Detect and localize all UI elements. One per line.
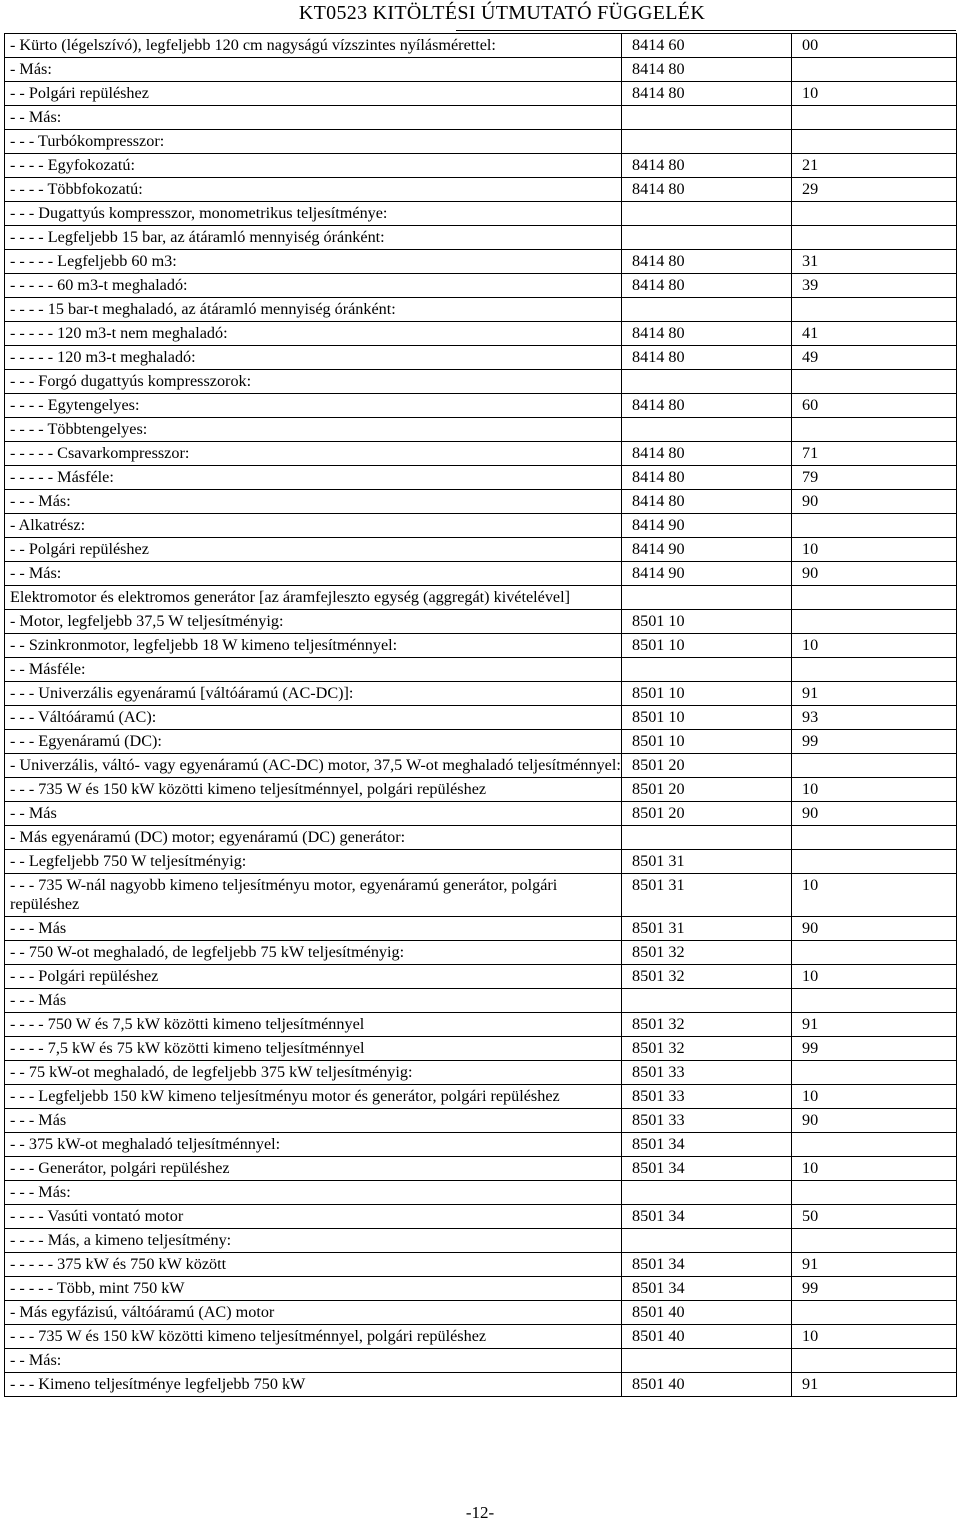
subcode-cell: 99 [792,1277,957,1301]
subcode-cell [792,610,957,634]
code-cell: 8501 40 [622,1325,792,1349]
table-row [5,874,957,917]
code-cell [622,226,792,250]
description-cell: - - Legfeljebb 750 W teljesítményig: [5,850,622,874]
subcode-cell [792,514,957,538]
subcode-cell: 91 [792,1013,957,1037]
description-cell: - - - - Többtengelyes: [5,418,622,442]
table-row [5,917,957,941]
table-row [5,658,957,682]
subcode-cell [792,826,957,850]
code-cell [622,989,792,1013]
description-cell: - - Más: [5,1349,622,1373]
table-row [5,730,957,754]
subcode-cell: 90 [792,562,957,586]
table-row [5,466,957,490]
table-row [5,394,957,418]
description-cell: - - - Polgári repüléshez [5,965,622,989]
subcode-cell: 10 [792,874,957,917]
subcode-cell: 10 [792,1325,957,1349]
table-row [5,802,957,826]
description-cell: - - - Univerzális egyenáramú [váltóáramú (AC-DC)]: [5,682,622,706]
description-cell: - - - Generátor, polgári repüléshez [5,1157,622,1181]
subcode-cell [792,941,957,965]
description-cell: - - - Váltóáramú (AC): [5,706,622,730]
code-cell: 8414 80 [622,154,792,178]
subcode-cell: 10 [792,538,957,562]
description-cell: - Más egyfázisú, váltóáramú (AC) motor [5,1301,622,1325]
subcode-cell: 41 [792,322,957,346]
subcode-cell [792,1349,957,1373]
table-row [5,778,957,802]
subcode-cell: 39 [792,274,957,298]
subcode-cell: 99 [792,1037,957,1061]
code-cell: 8414 90 [622,514,792,538]
code-cell: 8501 33 [622,1061,792,1085]
table-row [5,514,957,538]
subcode-cell: 10 [792,1157,957,1181]
table-row [5,634,957,658]
table-row [5,418,957,442]
code-cell [622,370,792,394]
description-cell: - - Más [5,802,622,826]
table-row [5,490,957,514]
table-row [5,154,957,178]
description-cell: - - - Más [5,1109,622,1133]
subcode-cell: 93 [792,706,957,730]
subcode-cell: 99 [792,730,957,754]
description-cell: - - - - Más, a kimeno teljesítmény: [5,1229,622,1253]
code-cell: 8501 31 [622,850,792,874]
table-row [5,682,957,706]
subcode-cell: 91 [792,682,957,706]
description-cell: - - Más: [5,562,622,586]
description-cell: - - - Más [5,917,622,941]
table-row [5,1013,957,1037]
table-row [5,1253,957,1277]
description-cell: - - - - - 375 kW és 750 kW között [5,1253,622,1277]
code-cell: 8414 80 [622,82,792,106]
table-row [5,34,957,58]
description-cell: - - - 735 W-nál nagyobb kimeno teljesítményu motor, egyenáramú generátor, polgári repüléshez [5,874,622,917]
subcode-cell [792,1229,957,1253]
description-cell: - - 375 kW-ot meghaladó teljesítménnyel: [5,1133,622,1157]
table-row [5,826,957,850]
code-cell: 8414 80 [622,178,792,202]
code-cell: 8501 32 [622,965,792,989]
description-cell: - Univerzális, váltó- vagy egyenáramú (AC-DC) motor, 37,5 W-ot meghaladó teljesítménnyel: [5,754,622,778]
table-row [5,754,957,778]
code-cell [622,130,792,154]
table-row [5,298,957,322]
code-cell: 8501 20 [622,754,792,778]
subcode-cell: 29 [792,178,957,202]
description-cell: - Alkatrész: [5,514,622,538]
tariff-table-body [5,34,957,1397]
code-cell: 8414 90 [622,562,792,586]
subcode-cell [792,1133,957,1157]
table-row [5,1133,957,1157]
subcode-cell: 10 [792,1085,957,1109]
code-cell: 8501 10 [622,610,792,634]
subcode-cell [792,754,957,778]
tariff-table [4,33,957,1397]
subcode-cell: 50 [792,1205,957,1229]
subcode-cell: 90 [792,802,957,826]
subcode-cell: 90 [792,490,957,514]
description-cell: - - - - Egyfokozatú: [5,154,622,178]
table-row [5,1277,957,1301]
code-cell: 8501 10 [622,706,792,730]
subcode-cell [792,106,957,130]
description-cell: - - - Más: [5,490,622,514]
table-row [5,178,957,202]
description-cell: - - - - Többfokozatú: [5,178,622,202]
subcode-cell [792,130,957,154]
description-cell: - - - - 15 bar-t meghaladó, az átáramló mennyiség óránként: [5,298,622,322]
description-cell: - - - - Vasúti vontató motor [5,1205,622,1229]
table-row [5,58,957,82]
code-cell: 8414 80 [622,394,792,418]
description-cell: - - 750 W-ot meghaladó, de legfeljebb 75 kW teljesítményig: [5,941,622,965]
code-cell: 8501 10 [622,682,792,706]
subcode-cell [792,586,957,610]
code-cell: 8501 34 [622,1205,792,1229]
table-row [5,965,957,989]
description-cell: - - - Más: [5,1181,622,1205]
code-cell [622,1349,792,1373]
table-row [5,250,957,274]
description-cell: - - - - 750 W és 7,5 kW közötti kimeno teljesítménnyel [5,1013,622,1037]
description-cell: - - - - 7,5 kW és 75 kW közötti kimeno teljesítménnyel [5,1037,622,1061]
code-cell: 8501 32 [622,941,792,965]
table-row [5,106,957,130]
code-cell: 8501 34 [622,1277,792,1301]
subcode-cell: 71 [792,442,957,466]
table-row [5,1037,957,1061]
code-cell: 8414 80 [622,274,792,298]
description-cell: - Kürto (légelszívó), legfeljebb 120 cm nagyságú vízszintes nyílásmérettel: [5,34,622,58]
subcode-cell: 49 [792,346,957,370]
code-cell: 8501 33 [622,1109,792,1133]
table-row [5,1085,957,1109]
page-title: KT0523 KITÖLTÉSI ÚTMUTATÓ FÜGGELÉK [298,2,706,24]
code-cell: 8501 34 [622,1157,792,1181]
code-cell: 8414 80 [622,442,792,466]
subcode-cell [792,658,957,682]
code-cell: 8501 34 [622,1253,792,1277]
code-cell [622,1181,792,1205]
code-cell: 8414 80 [622,250,792,274]
description-cell: - Más: [5,58,622,82]
code-cell: 8501 20 [622,778,792,802]
code-cell: 8414 80 [622,466,792,490]
description-cell: - - - Forgó dugattyús kompresszorok: [5,370,622,394]
table-row [5,1301,957,1325]
subcode-cell: 10 [792,634,957,658]
description-cell: - - - - Egytengelyes: [5,394,622,418]
table-row [5,1061,957,1085]
subcode-cell: 60 [792,394,957,418]
table-row [5,322,957,346]
subcode-cell: 00 [792,34,957,58]
description-cell: - - - Dugattyús kompresszor, monometrikus teljesítménye: [5,202,622,226]
code-cell: 8501 20 [622,802,792,826]
subcode-cell: 91 [792,1253,957,1277]
code-cell: 8501 31 [622,874,792,917]
subcode-cell [792,226,957,250]
subcode-cell [792,370,957,394]
description-cell: - - Másféle: [5,658,622,682]
table-row [5,989,957,1013]
code-cell: 8501 32 [622,1013,792,1037]
code-cell: 8501 31 [622,917,792,941]
description-cell: - - - - - 120 m3-t nem meghaladó: [5,322,622,346]
page-number: -12- [465,1503,495,1522]
code-cell: 8414 80 [622,322,792,346]
description-cell: - - - 735 W és 150 kW közötti kimeno teljesítménnyel, polgári repüléshez [5,1325,622,1349]
code-cell [622,418,792,442]
subcode-cell [792,418,957,442]
table-row [5,202,957,226]
description-cell: - - - - - Másféle: [5,466,622,490]
code-cell: 8501 33 [622,1085,792,1109]
description-cell: - - - - Legfeljebb 15 bar, az átáramló mennyiség óránként: [5,226,622,250]
description-cell: - - - - - 60 m3-t meghaladó: [5,274,622,298]
subcode-cell [792,202,957,226]
code-cell: 8414 90 [622,538,792,562]
description-cell: - Más egyenáramú (DC) motor; egyenáramú (DC) generátor: [5,826,622,850]
page-header [0,2,960,30]
subcode-cell: 10 [792,965,957,989]
table-row [5,1229,957,1253]
description-cell: - - Szinkronmotor, legfeljebb 18 W kimeno teljesítménnyel: [5,634,622,658]
description-cell: - - - - - Csavarkompresszor: [5,442,622,466]
subcode-cell [792,1061,957,1085]
description-cell: - - - Kimeno teljesítménye legfeljebb 750 kW [5,1373,622,1397]
table-row [5,610,957,634]
table-row [5,586,957,610]
table-row [5,1373,957,1397]
subcode-cell [792,298,957,322]
table-row [5,706,957,730]
table-row [5,1157,957,1181]
description-cell: Elektromotor és elektromos generátor [az áramfejleszto egység (aggregát) kivételével] [5,586,622,610]
subcode-cell: 10 [792,778,957,802]
description-cell: - - - 735 W és 150 kW közötti kimeno teljesítménnyel, polgári repüléshez [5,778,622,802]
subcode-cell: 10 [792,82,957,106]
description-cell: - - - Egyenáramú (DC): [5,730,622,754]
code-cell [622,202,792,226]
header-rule [456,30,956,31]
description-cell: - - - - - Legfeljebb 60 m3: [5,250,622,274]
table-row [5,130,957,154]
table-row [5,1109,957,1133]
code-cell: 8501 40 [622,1301,792,1325]
subcode-cell [792,989,957,1013]
code-cell: 8501 40 [622,1373,792,1397]
code-cell [622,298,792,322]
table-row [5,226,957,250]
code-cell [622,826,792,850]
table-row [5,538,957,562]
description-cell: - - Polgári repüléshez [5,538,622,562]
code-cell [622,658,792,682]
description-cell: - - - - - Több, mint 750 kW [5,1277,622,1301]
table-row [5,941,957,965]
table-row [5,274,957,298]
code-cell: 8414 80 [622,490,792,514]
code-cell [622,106,792,130]
subcode-cell: 90 [792,1109,957,1133]
subcode-cell [792,1181,957,1205]
subcode-cell [792,58,957,82]
description-cell: - Motor, legfeljebb 37,5 W teljesítményig: [5,610,622,634]
table-row [5,1205,957,1229]
table-row [5,1181,957,1205]
description-cell: - - 75 kW-ot meghaladó, de legfeljebb 375 kW teljesítményig: [5,1061,622,1085]
table-row [5,562,957,586]
description-cell: - - - Turbókompresszor: [5,130,622,154]
description-cell: - - Más: [5,106,622,130]
subcode-cell: 79 [792,466,957,490]
code-cell [622,1229,792,1253]
code-cell: 8414 60 [622,34,792,58]
table-row [5,370,957,394]
description-cell: - - - Legfeljebb 150 kW kimeno teljesítményu motor és generátor, polgári repüléshez [5,1085,622,1109]
subcode-cell: 90 [792,917,957,941]
code-cell: 8501 34 [622,1133,792,1157]
table-row [5,1349,957,1373]
code-cell: 8501 10 [622,730,792,754]
table-row [5,850,957,874]
subcode-cell [792,1301,957,1325]
description-cell: - - - Más [5,989,622,1013]
description-cell: - - - - - 120 m3-t meghaladó: [5,346,622,370]
code-cell: 8501 32 [622,1037,792,1061]
code-cell: 8414 80 [622,58,792,82]
table-row [5,82,957,106]
subcode-cell: 31 [792,250,957,274]
table-row [5,346,957,370]
subcode-cell: 91 [792,1373,957,1397]
subcode-cell: 21 [792,154,957,178]
code-cell [622,586,792,610]
code-cell: 8501 10 [622,634,792,658]
subcode-cell [792,850,957,874]
code-cell: 8414 80 [622,346,792,370]
table-row [5,1325,957,1349]
table-row [5,442,957,466]
description-cell: - - Polgári repüléshez [5,82,622,106]
